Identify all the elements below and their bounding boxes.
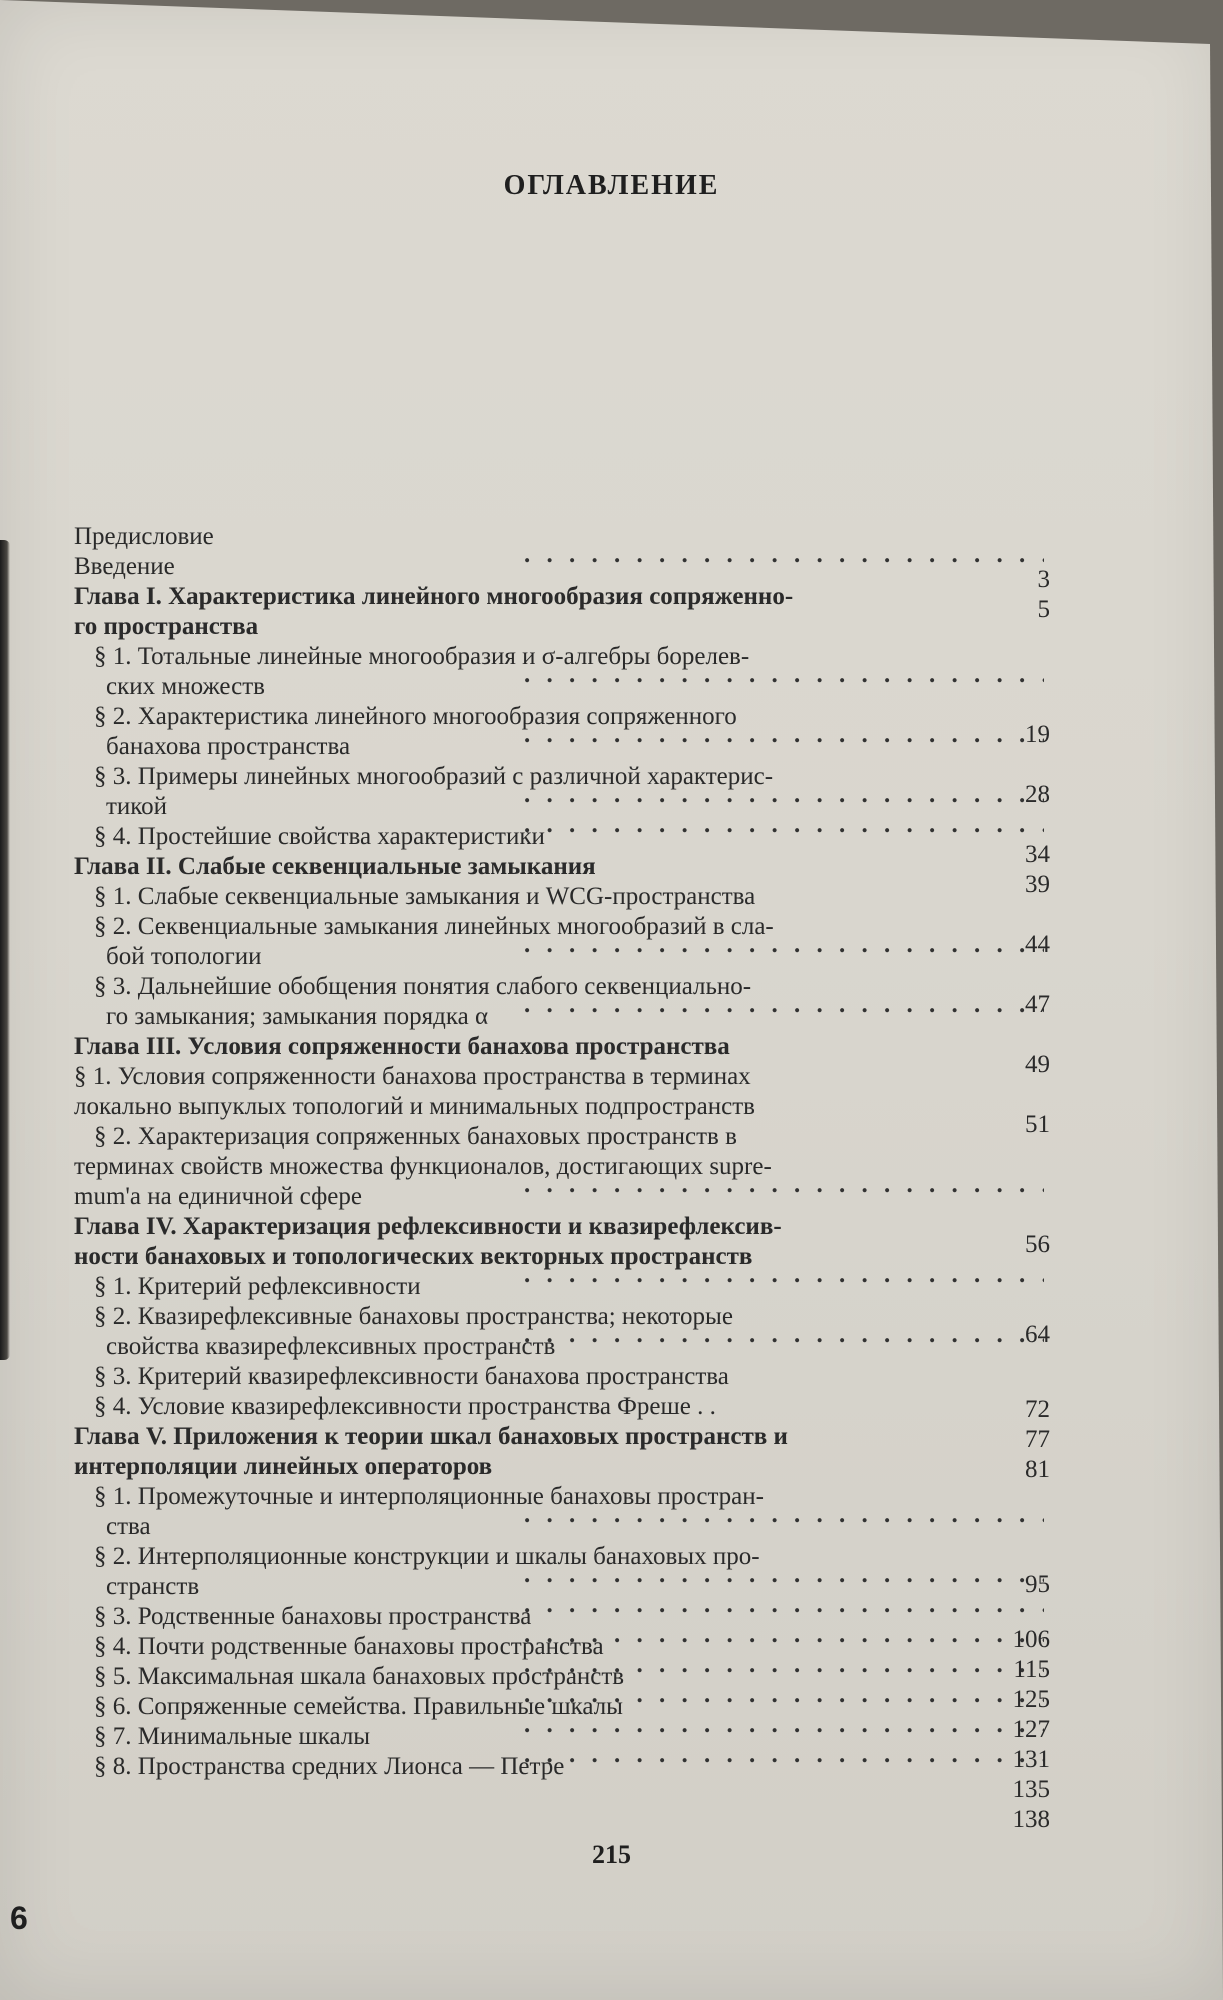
page-spine-shadow — [0, 540, 10, 1360]
toc-chapter-heading: интерполяции линейных операторов — [74, 1453, 493, 1480]
page-number: 64 — [1025, 1321, 1050, 1348]
toc-entry: тикой . . . — [74, 792, 1044, 822]
toc-entry: § 2. Секвенциальные замыкания линейных многообразий в сла- — [94, 913, 774, 940]
toc-entry: ских множеств . . . — [74, 672, 1044, 702]
toc-entry: § 1. Условия сопряженности банахова пространства в терминах — [74, 1063, 751, 1090]
page-number: 34 — [1025, 841, 1050, 868]
page-number: 125 — [1012, 1686, 1050, 1713]
page-number: 115 — [1013, 1656, 1050, 1683]
toc-entry: го замыкания; замыкания порядка α . . . — [74, 1002, 1044, 1032]
toc-entry: mum'a на единичной сфере . . . — [74, 1182, 1044, 1212]
toc-entry: § 1. Промежуточные и интерполяционные банаховы простран- — [94, 1483, 764, 1510]
page-number: 127 — [1012, 1716, 1050, 1743]
toc-entry: § 4. Условие квазирефлексивности пространства Фреше . . — [94, 1393, 716, 1420]
toc-entry: § 4. Почти родственные банаховы пространства . . . — [74, 1632, 1044, 1662]
toc-entry: § 8. Пространства средних Лионса — Петре . . . — [74, 1752, 1044, 1782]
page-number: 135 — [1012, 1776, 1050, 1803]
page-number: 56 — [1025, 1231, 1050, 1258]
toc-entry: § 4. Простейшие свойства характеристики . . . — [74, 822, 1044, 852]
toc-entry: § 7. Минимальные шкалы . . . — [74, 1722, 1044, 1752]
toc-entry: § 3. Дальнейшие обобщения понятия слабого секвенциально- — [94, 973, 752, 1000]
toc-entry: свойства квазирефлексивных пространств . . . — [74, 1332, 1044, 1362]
edge-mark: 6 — [10, 1900, 28, 1936]
toc-entry: § 3. Критерий квазирефлексивности банахова пространства — [94, 1363, 729, 1390]
toc-entry: странств . . . — [74, 1572, 1044, 1602]
toc-entry: § 3. Родственные банаховы пространства . . . — [74, 1602, 1044, 1632]
toc-entry: терминах свойств множества функционалов, достигающих supre- — [74, 1153, 772, 1180]
toc-entry: § 2. Характеризация сопряженных банаховых пространств в — [94, 1123, 737, 1150]
page-number: 81 — [1025, 1456, 1050, 1483]
page-number: 95 — [1025, 1571, 1050, 1598]
toc-entry: локально выпуклых топологий и минимальных подпространств — [74, 1093, 755, 1120]
page-number: 3 — [1037, 566, 1050, 593]
page-number: 39 — [1025, 871, 1050, 898]
page-number: 19 — [1025, 721, 1050, 748]
page-number: 106 — [1012, 1626, 1050, 1653]
toc-entry: § 1. Тотальные линейные многообразия и σ-алгебры борелев- — [94, 643, 750, 670]
page-number: 51 — [1025, 1111, 1050, 1138]
toc-chapter-heading: Глава IV. Характеризация рефлексивности и квазирефлексив- — [74, 1213, 782, 1240]
toc-entry: § 3. Примеры линейных многообразий с различной характерис- — [94, 763, 774, 790]
toc-entry: § 1. Критерий рефлексивности . . . — [74, 1272, 1044, 1302]
toc-entry: § 6. Сопряженные семейства. Правильные шкалы . . . — [74, 1692, 1044, 1722]
toc-entry: ства . . . — [74, 1512, 1044, 1542]
toc-entry: Введение . . . — [74, 552, 1044, 582]
toc-entry: банахова пространства . . . — [74, 732, 1044, 762]
toc-entry: § 2. Интерполяционные конструкции и шкалы банаховых про- — [94, 1543, 760, 1570]
folio-page-number: 215 — [592, 1840, 631, 1869]
toc-chapter-heading: го пространства — [74, 613, 259, 640]
page-number: 44 — [1025, 931, 1050, 958]
toc-chapter-heading: Глава III. Условия сопряженности банахова пространства — [74, 1033, 730, 1060]
toc-entry: § 5. Максимальная шкала банаховых пространств . . . — [74, 1662, 1044, 1692]
toc-entry: § 1. Слабые секвенциальные замыкания и WCG-пространства — [94, 883, 756, 910]
toc-chapter-heading: Глава V. Приложения к теории шкал банаховых пространств и — [74, 1423, 788, 1450]
page-number: 131 — [1012, 1746, 1050, 1773]
page-number: 77 — [1025, 1426, 1050, 1453]
page-number: 49 — [1025, 1051, 1050, 1078]
page-title: ОГЛАВЛЕНИЕ — [503, 170, 720, 201]
page-number: 72 — [1025, 1396, 1050, 1423]
toc-entry: § 2. Квазирефлексивные банаховы пространства; некоторые — [94, 1303, 733, 1330]
toc-entry: § 2. Характеристика линейного многообразия сопряженного — [94, 703, 737, 730]
table-of-contents — [74, 522, 1044, 1782]
toc-chapter-heading: ности банаховых и топологических векторных пространств — [74, 1243, 753, 1270]
page-number: 47 — [1025, 991, 1050, 1018]
toc-entry: бой топологии . . . — [74, 942, 1044, 972]
page-number: 5 — [1037, 596, 1050, 623]
toc-entry: Предисловие — [74, 523, 214, 550]
toc-chapter-heading: Глава II. Слабые секвенциальные замыкания — [74, 853, 596, 880]
page-number: 138 — [1012, 1806, 1050, 1833]
toc-chapter-heading: Глава I. Характеристика линейного многообразия сопряженно- — [74, 583, 794, 610]
page-number: 28 — [1025, 781, 1050, 808]
